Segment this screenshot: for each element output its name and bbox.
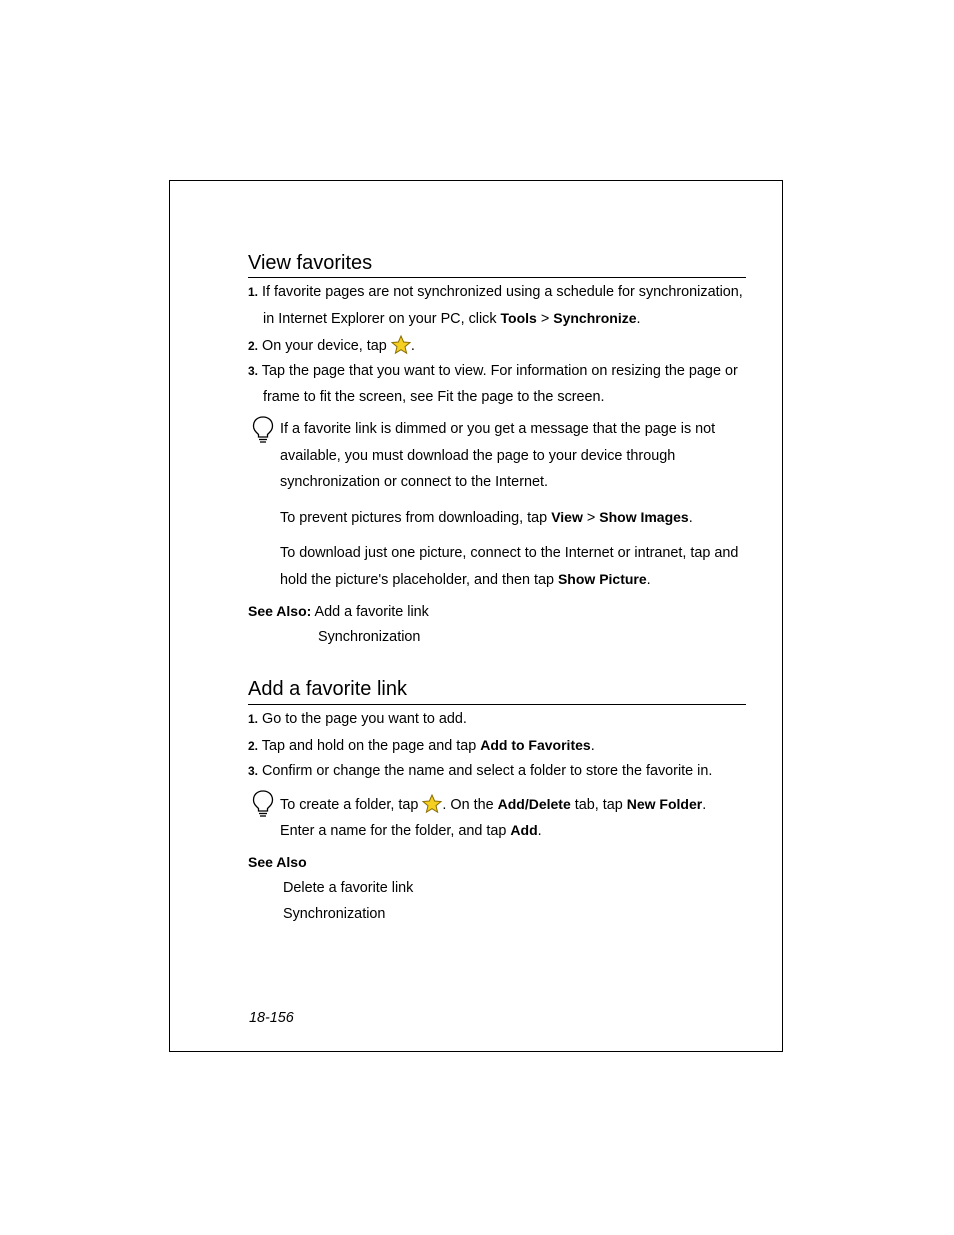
download-note-line-2 [280,570,651,589]
step-1 [248,283,743,301]
favorites-star-icon [391,335,411,355]
see-also-add-label [248,853,307,872]
heading-rule [248,277,746,278]
page-number: 18-156 [249,1010,294,1026]
menu-separator: > [536,311,554,327]
punct: . [688,510,693,526]
add-step-3 [248,762,712,780]
step-number: 2. [248,739,259,753]
download-note-line-1: To download just one picture, connect to the Internet or intranet, tap and [280,545,739,561]
step-text: Tap and hold on the page and tap [261,738,481,754]
tip-text: . On the [442,797,498,813]
punct: . [537,823,542,839]
add-tip-line-1 [280,794,706,814]
see-also-link-delete-favorite[interactable]: Delete a favorite link [283,880,414,896]
favorites-star-icon [422,794,442,814]
step-1-line2 [263,309,641,328]
step-number: 3. [248,364,259,378]
punct: . [646,572,651,588]
heading-rule [248,704,746,705]
see-also-link-synchronization[interactable]: Synchronization [318,629,421,645]
heading-view-favorites: View favorites [248,252,373,274]
step-number: 1. [248,285,259,299]
show-images-menu-ref: Show Images [599,509,689,525]
add-ref: Add [510,822,538,838]
view-menu-ref: View [551,509,583,525]
punct: . [702,797,707,813]
step-2 [248,335,415,355]
lightbulb-tip-icon [251,789,275,819]
step-3-line2: frame to fit the screen, see Fit the page to the screen. [263,389,605,405]
step-number: 3. [248,764,259,778]
menu-separator: > [582,510,600,526]
tip-line-1: If a favorite link is dimmed or you get a message that the page is not [280,421,716,437]
step-text: Go to the page you want to add. [262,711,467,727]
note-text: hold the picture's placeholder, and then tap [280,572,558,588]
note-text: To prevent pictures from downloading, tap [280,510,552,526]
new-folder-ref: New Folder [626,796,703,812]
tip-line-2: available, you must download the page to your device through [280,448,676,464]
step-text: Tap the page that you want to view. For information on resizing the page or [261,363,738,379]
step-text: On your device, tap [262,338,391,354]
punct: . [636,311,641,327]
tip-text: To create a folder, tap [280,797,423,813]
step-number: 1. [248,712,259,726]
see-also-view [248,602,429,621]
tip-line-3: synchronization or connect to the Internet. [280,474,548,490]
add-tip-line-2 [280,821,542,840]
tip-text: Enter a name for the folder, and tap [280,823,511,839]
lightbulb-tip-icon [251,415,275,445]
synchronize-menu-ref: Synchronize [553,310,637,326]
step-3 [248,362,738,380]
show-picture-menu-ref: Show Picture [557,571,647,587]
punct: . [590,738,595,754]
prevent-pictures-note [280,508,693,527]
tools-menu-ref: Tools [500,310,537,326]
see-also-label: See Also [248,854,307,870]
step-text: in Internet Explorer on your PC, click [263,311,501,327]
tip-text: tab, tap [570,797,627,813]
see-also-link-synchronization[interactable]: Synchronization [283,906,386,922]
heading-add-favorite-link: Add a favorite link [248,678,407,700]
see-also-label: See Also: [248,603,312,619]
add-step-1 [248,710,467,728]
see-also-link-add-favorite[interactable]: Add a favorite link [311,604,429,620]
step-text: Confirm or change the name and select a folder to store the favorite in. [262,763,713,779]
add-step-2 [248,736,595,755]
punct: . [410,338,415,354]
step-text: If favorite pages are not synchronized using a schedule for synchronization, [262,284,743,300]
step-number: 2. [248,339,259,353]
add-to-favorites-ref: Add to Favorites [480,737,591,753]
add-delete-tab-ref: Add/Delete [497,796,571,812]
